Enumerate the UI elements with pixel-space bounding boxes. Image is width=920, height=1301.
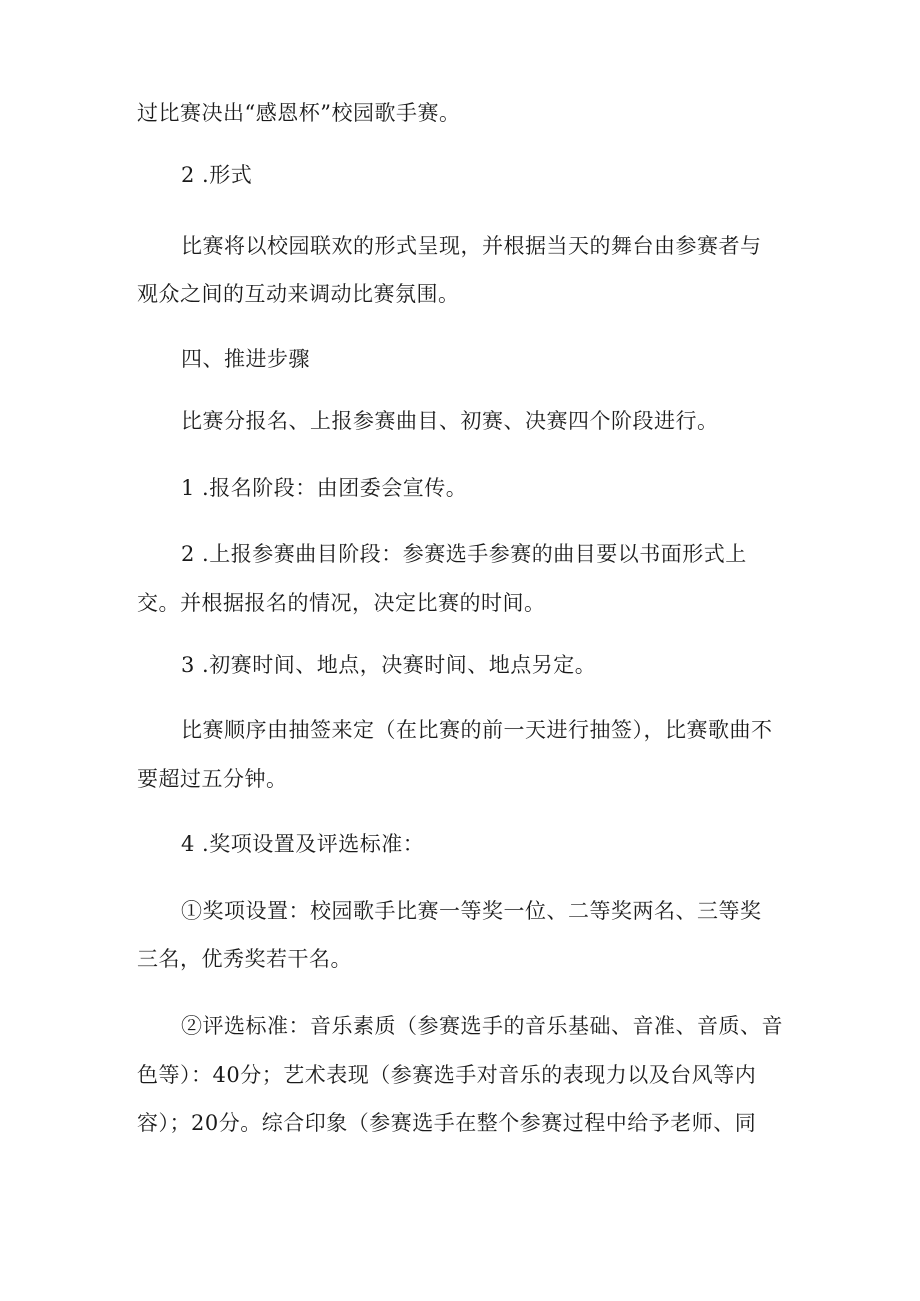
list-item: ①奖项设置：校园歌手比赛一等奖一位、二等奖两名、三等奖 (181, 899, 762, 923)
paragraph-line: 色等）：40分；艺术表现（参赛选手对音乐的表现力以及台风等内 (137, 1063, 757, 1087)
paragraph-line: 容）；20分。综合印象（参赛选手在整个参赛过程中给予老师、同 (137, 1111, 757, 1135)
section-heading: 2 .形式 (181, 163, 253, 187)
paragraph-line: 比赛将以校园联欢的形式呈现，并根据当天的舞台由参赛者与 (181, 234, 762, 258)
paragraph-line: 要超过五分钟。 (137, 767, 288, 791)
list-item: 3 .初赛时间、地点，决赛时间、地点另定。 (181, 653, 597, 677)
paragraph-line: 过比赛决出“感恩杯”校园歌手赛。 (137, 101, 461, 125)
paragraph-line: 交。并根据报名的情况，决定比赛的时间。 (137, 591, 546, 615)
list-item: 1 .报名阶段：由团委会宣传。 (181, 476, 468, 500)
list-item: 4 .奖项设置及评选标准： (181, 832, 425, 856)
list-item: ②评选标准：音乐素质（参赛选手的音乐基础、音准、音质、音 (181, 1014, 783, 1038)
list-item: 2 .上报参赛曲目阶段：参赛选手参赛的曲目要以书面形式上 (181, 542, 747, 566)
paragraph-line: 观众之间的互动来调动比赛氛围。 (137, 282, 460, 306)
section-heading: 四、推进步骤 (181, 347, 310, 371)
paragraph-line: 比赛顺序由抽签来定（在比赛的前一天进行抽签），比赛歌曲不 (181, 718, 773, 742)
paragraph-line: 三名，优秀奖若干名。 (137, 947, 352, 971)
paragraph-line: 比赛分报名、上报参赛曲目、初赛、决赛四个阶段进行。 (181, 409, 719, 433)
